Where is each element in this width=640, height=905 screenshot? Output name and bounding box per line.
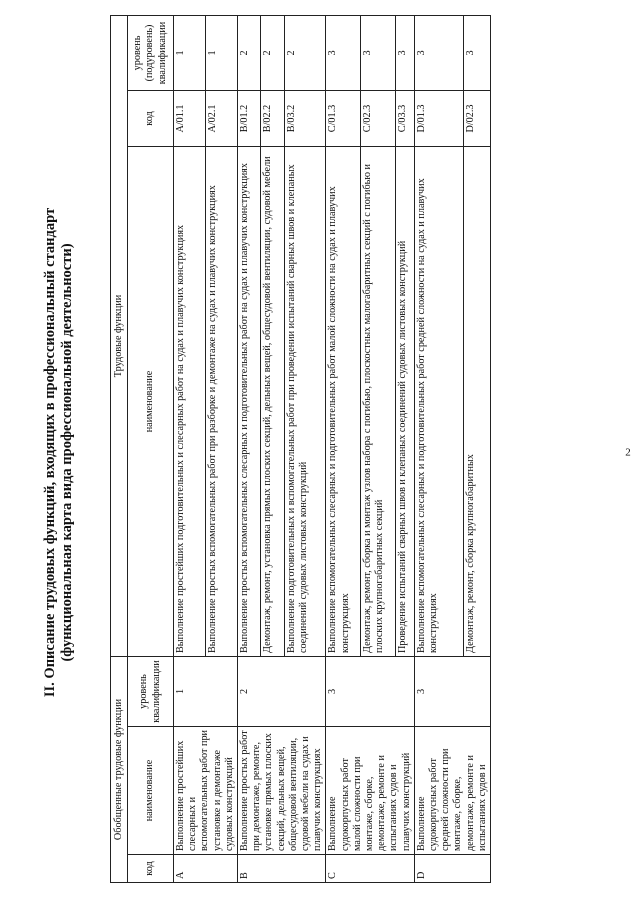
function-code: D/02.3 [463,90,490,146]
function-level: 3 [395,15,414,90]
function-name: Демонтаж, ремонт, установка прямых плоских секций, дельных вещей, общесудовой вентиляции, судовой мебели [261,146,284,656]
header-labor-functions: Трудовые функции [111,15,128,656]
function-level: 2 [238,15,261,90]
function-level: 3 [326,15,361,90]
function-name: Выполнение простейших подготовительных и слесарных работ на судах и плавучих конструкциях [174,146,206,656]
generalized-name: Выполнение судокорпусных работ малой сложности при монтаже, сборке, демонтаже, ремонте и испытаниях судов и плавучих конструкций [326,727,414,855]
function-name: Проведение испытаний сварных швов и клепаных соединений судовых листовых конструкций [395,146,414,656]
function-name: Выполнение простых вспомогательных работ при разборке и демонтаже на судах и плавучих конструкциях [206,146,238,656]
table-row [238,15,261,882]
function-code: B/03.2 [284,90,326,146]
header-name: наименование [128,727,174,855]
function-code: B/01.2 [238,90,261,146]
function-level: 3 [414,15,463,90]
function-code: C/02.3 [361,90,396,146]
header-function-code: код [128,90,174,146]
heading-line-1: II. Описание трудовых функций, входящих в профессиональный стандарт [42,207,58,698]
section-heading [42,0,76,905]
generalized-level: 3 [414,656,490,726]
function-name: Выполнение простых вспомогательных слесарных и подготовительных работ на судах и плавучих конструкциях [238,146,261,656]
function-level: 3 [463,15,490,90]
page-number: 2 [625,446,631,459]
generalized-code: C [326,855,414,883]
function-level: 2 [284,15,326,90]
table-row [326,15,361,882]
function-level: 2 [261,15,284,90]
function-code: A/02.1 [206,90,238,146]
function-code: C/01.3 [326,90,361,146]
function-name: Демонтаж, ремонт, сборка крупногабаритных [463,146,490,656]
header-generalized-functions: Обобщенные трудовые функции [111,656,128,882]
generalized-code: B [238,855,326,883]
generalized-name: Выполнение судокорпусных работ средней сложности при монтаже, сборке, демонтаже, ремонте и испытаниях судов и [414,727,490,855]
heading-line-2: (функциональная карта вида профессиональной деятельности) [59,243,75,662]
table-row [174,15,206,882]
function-name: Демонтаж, ремонт, сборка и монтаж узлов набора с погибью, плоскостных малогабаритных секций с погибью и плоских крупногабаритных секций [361,146,396,656]
function-level: 3 [361,15,396,90]
table-row [414,15,463,882]
function-code: B/02.2 [261,90,284,146]
function-name: Выполнение вспомогательных слесарных и подготовительных работ малой сложности на судах и плавучих конструкциях [326,146,361,656]
header-function-name: наименование [128,146,174,656]
header-function-level: уровень (подуровень) квалификации [128,15,174,90]
generalized-name: Выполнение простых работ при демонтаже, ремонте, установке прямых плоских секций, дельных вещей, общесудовой вентиляции, судовой мебели на судах и плавучих конструкциях [238,727,326,855]
generalized-code: A [174,855,238,883]
function-code: D/01.3 [414,90,463,146]
function-name: Выполнение вспомогательных слесарных и подготовительных работ средней сложности на судах и плавучих конструкциях [414,146,463,656]
generalized-name: Выполнение простейших слесарных и вспомогательных работ при установке и демонтаже судовых конструкций [174,727,238,855]
function-code: C/03.3 [395,90,414,146]
function-code: A/01.1 [174,90,206,146]
function-level: 1 [206,15,238,90]
generalized-code: D [414,855,490,883]
generalized-level: 3 [326,656,414,726]
function-name: Выполнение подготовительных и вспомогательных работ при проведении испытаний сварных швов и клепаных соединений судовых листовых конструкций [284,146,326,656]
generalized-level: 2 [238,656,326,726]
function-level: 1 [174,15,206,90]
header-level: уровень квалификации [128,656,174,726]
functional-map-table [110,15,491,883]
generalized-level: 1 [174,656,238,726]
header-code: код [128,855,174,883]
